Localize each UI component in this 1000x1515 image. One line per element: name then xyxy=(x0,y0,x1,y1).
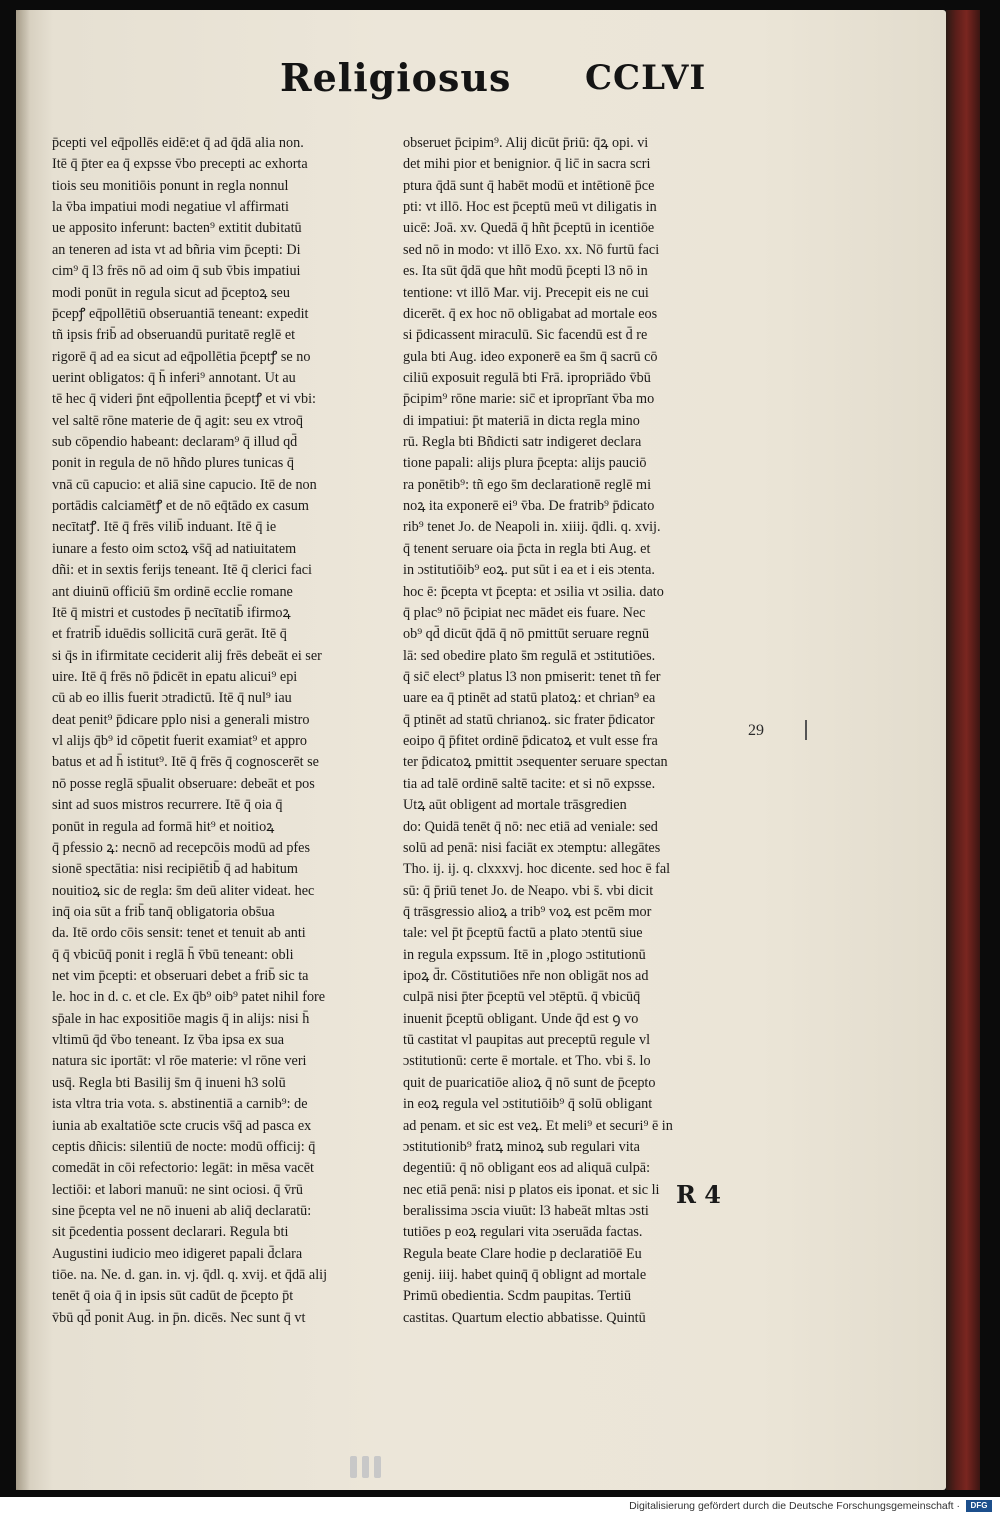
page-gutter-shadow xyxy=(16,10,30,1490)
text-line: es. Ita sūt q̄dā que hñt modū p̄cepti l3 nō in xyxy=(403,263,648,280)
text-line: q̄ pfessio ꝝ: necnō ad recepcōis modū ad pfes xyxy=(52,839,310,856)
text-line: ant diuinū officiū s̄m ordinē ecclie romane xyxy=(52,583,293,600)
text-line: Tho. ij. ij. q. clxxxvj. hoc dicente. sed hoc ē fal xyxy=(403,861,671,878)
text-line: lā: sed obedire plato s̄m regulā et ɔstitutiōes. xyxy=(403,647,656,664)
text-line: Utꝝ aūt obligent ad mortale trāsgredien xyxy=(403,797,627,814)
text-line: da. Itē ordo cōis sensit: tenet et tenuit ab anti xyxy=(52,925,306,942)
text-line: uicē: Joā. xv. Quedā q̄ hñt p̄ceptū in icentiōe xyxy=(403,220,655,237)
text-line: Regula beate Clare hodie p declaratiōē Eu xyxy=(403,1245,642,1262)
scan-marker xyxy=(350,1456,386,1482)
text-line: la v̄ba impatiui modi negatiue vl affirmati xyxy=(52,199,289,216)
text-line: portādis calciamētꝭ et de nō eq̄tādo ex casum xyxy=(52,498,309,515)
text-line: Itē q̄ p̄ter ea q̄ expsse v̄bo precepti ac exhorta xyxy=(52,156,308,173)
text-line: do: Quidā tenēt q̄ nō: nec etiā ad veniale: sed xyxy=(403,818,658,835)
text-line: ponit in regula de nō hñdo plures tunicas q̄ xyxy=(52,455,294,472)
signature-mark: R 4 xyxy=(676,1180,721,1209)
text-line: sine p̄cepta vel ne nō inueni ab aliq̄ declaratū: xyxy=(52,1202,312,1219)
text-line: castitas. Quartum electio abbatisse. Quintū xyxy=(403,1309,646,1326)
text-line: an teneren ad ista vt ad bñria vim p̄cepti: Di xyxy=(52,241,301,258)
text-line: modi ponūt in regula sicut ad p̄ceptoꝝ seu xyxy=(52,284,290,301)
text-line: tale: vel p̄t p̄ceptū factū a plato ɔtentū siue xyxy=(403,925,643,942)
text-line: tū castitat vl paupitas aut preceptū regule vl xyxy=(403,1032,651,1049)
text-line: obseruet p̄cipim⁹. Alij dicūt p̄riū: q̄ꝝ opi. vi xyxy=(403,135,649,151)
text-line: beralissima ɔscia viuūt: l3 habeāt mltas ɔsti xyxy=(403,1202,649,1219)
text-line: ipoꝝ d̄r. Cōstitutiōes nr̄e non obligāt nos ad xyxy=(403,968,649,985)
text-line: p̄cepꝭ eq̄pollētiū obseruantiā teneant: expedit xyxy=(52,305,309,322)
text-line: culpā nisi p̄ter p̄ceptū vel ɔtēptū. q̄ vbicūq̄ xyxy=(403,989,641,1006)
text-line: cim⁹ q̄ l3 frēs nō ad oim q̄ sub v̄bis impatiui xyxy=(52,263,301,280)
text-line: necītatꝭ. Itē q̄ frēs vilib̄ induant. Itē q̄ ie xyxy=(52,519,277,536)
text-line: nō posse reglā sp̄ualit obseruare: debeāt et pos xyxy=(52,775,315,792)
text-line: ra ponētib⁹: tñ ego s̄m declarationē reglē mi xyxy=(403,476,652,493)
text-line: net vim p̄cepti: et obseruari debet a frib̄ sic ta xyxy=(52,968,309,985)
text-line: v̄bū qd̄ ponit Aug. in p̄n. dicēs. Nec sunt q̄ vt xyxy=(52,1309,306,1326)
text-line: tiois seu monitiōis ponunt in regla nonnul xyxy=(52,177,289,194)
text-line: eoipo q̄ p̄fitet ordinē p̄dicatoꝝ et vult esse fra xyxy=(403,733,658,750)
text-line: deat penit⁹ p̄dicare pplo nisi a generali mistro xyxy=(52,711,310,728)
text-line: uerint obligatos: q̄ h̄ inferi⁹ annotant. Ut au xyxy=(52,369,296,386)
text-line: rigorē q̄ ad ea sicut ad eq̄pollētia p̄ceptꝭ se no xyxy=(52,348,311,365)
text-line: inq̄ oia sūt a frib̄ tanq̄ obligatoria obs̄ua xyxy=(52,903,275,920)
text-line: noꝝ ita exponerē ei⁹ v̄ba. De fratrib⁹ p̄dicato xyxy=(403,498,655,515)
book-edge xyxy=(946,10,980,1490)
text-line: ciliū exposuit regulā bti Frā. ipropriādo v̄bū xyxy=(403,369,651,386)
text-line: cū ab eo illis fuerit ɔtradictū. Itē q̄ nul⁹ iau xyxy=(52,690,292,707)
text-line: vnā cū capucio: et aliā sine capucio. Itē de non xyxy=(52,476,317,493)
text-line: Itē q̄ mistri et custodes p̄ necītatib̄ ifirmoꝝ xyxy=(52,604,291,621)
text-line: q̄ trāsgressio alioꝝ a trib⁹ voꝝ est pcēm mor xyxy=(403,903,652,920)
text-line: tutiōes p eoꝝ regulari vita ɔseruāda factas. xyxy=(403,1224,643,1241)
text-line: genij. iiij. habet quinq̄ q̄ oblignt ad mortale xyxy=(403,1267,647,1284)
text-line: tia ad talē ordinē saltē tacite: et si nō expsse. xyxy=(403,775,656,792)
text-line: comedāt in cōi refectorio: legāt: in mēsa vacēt xyxy=(52,1160,314,1177)
text-line: sp̄ale in hac expositiōe magis q̄ in alijs: nisi h̄ xyxy=(52,1010,310,1027)
text-line: sint ad suos mistros recurrere. Itē q̄ oia q̄ xyxy=(52,797,283,814)
text-line: pti: vt illō. Hoc est p̄ceptū meū vt diligatis in xyxy=(403,199,657,216)
text-line: lectiōi: et labori manuū: ne sint ociosi. q̄ v̄rū xyxy=(52,1181,303,1198)
text-line: gula bti Aug. ideo exponerē ea s̄m q̄ sacrū cō xyxy=(403,348,658,365)
text-line: in ɔstitutiōib⁹ eoꝝ. put sūt i ea et i eis ɔtenta. xyxy=(403,562,655,579)
text-line: tē hec q̄ videri p̄nt eq̄pollentia p̄ceptꝭ et vi vbi: xyxy=(52,391,316,408)
text-line: ponūt in regula ad formā hit⁹ et noitioꝝ xyxy=(52,818,275,835)
text-line: ɔstitutionib⁹ fratꝝ minoꝝ sub regulari vita xyxy=(403,1138,640,1155)
text-line: ɔstitutionū: certe ē mortale. et Tho. vbi s̄. lo xyxy=(403,1053,651,1070)
right-text-column xyxy=(403,133,769,1329)
text-line: tiōe. na. Ne. d. gan. in. vj. q̄dl. q. xvij. et q̄dā alij xyxy=(52,1267,328,1284)
text-line: rib⁹ tenet Jo. de Neapoli in. xiiij. q̄dli. q. xvij. xyxy=(403,519,661,536)
text-line: uare ea q̄ ptinēt ad statū platoꝝ: et chrian⁹ ea xyxy=(403,690,656,707)
text-line: hoc ē: p̄cepta vt p̄cepta: et ɔsilia vt ɔsilia. dato xyxy=(403,583,664,600)
text-line: ue apposito inferunt: bacten⁹ extitit dubitatū xyxy=(52,220,302,237)
text-line: Augustini iudicio meo idigeret papali d̄clara xyxy=(52,1245,303,1262)
text-line: vl alijs q̄b⁹ id cōpetit fuerit examiat⁹ et appro xyxy=(52,733,307,750)
text-line: dicerēt. q̄ ex hoc nō obligabat ad mortale eos xyxy=(403,305,658,322)
text-line: si p̄dicassent miraculū. Sic facendū est d̄ re xyxy=(403,327,648,344)
running-head: Religiosus xyxy=(280,55,512,100)
text-line: sub cōpendio habeant: declaram⁹ q̄ illud qd̄ xyxy=(52,434,298,451)
text-line: sed nō in modo: vt illō Exo. xx. Nō furtū faci xyxy=(403,241,660,258)
text-line: le. hoc in d. c. et cle. Ex q̄b⁹ oib⁹ patet nihil fore xyxy=(52,989,326,1006)
text-line: inuenit p̄ceptū obligant. Unde q̄d est ꝯ vo xyxy=(403,1010,639,1027)
text-line: tñ ipsis frib̄ ad obseruandū puritatē reglē et xyxy=(52,327,296,344)
text-line: q̄ plac⁹ nō p̄cipiat nec mādet eis fuare. Nec xyxy=(403,604,646,621)
text-line: tenēt q̄ oia q̄ in ipsis sūt cadūt de p̄cepto p̄t xyxy=(52,1288,294,1305)
text-line: sit p̄cedentia possent declarari. Regula bti xyxy=(52,1224,289,1241)
text-line: solū ad penā: nisi faciāt ex ɔtemptu: allegātes xyxy=(403,839,661,856)
text-line: Primū obedientia. Scdm paupitas. Tertiū xyxy=(403,1288,632,1305)
dfg-logo: DFG xyxy=(966,1500,992,1512)
text-line: ptura q̄dā sunt q̄ habēt modū et intētionē p̄ce xyxy=(403,177,655,194)
left-text-column xyxy=(52,133,392,1329)
folio-number: CCLVI xyxy=(585,58,707,98)
text-line: vel saltē rōne materie de q̄ agit: seu ex vtroq̄ xyxy=(52,412,303,429)
text-line: det mihi pior et benignior. q̄ lic̄ in sacra scri xyxy=(403,156,651,173)
text-line: natura sic iportāt: vl rōe materie: vl rōne veri xyxy=(52,1053,307,1070)
text-line: p̄cepti vel eq̄pollēs eidē:et q̄ ad q̄dā alia non. xyxy=(52,135,304,151)
text-line: di impatiui: p̄t materiā in dicta regla mino xyxy=(403,412,640,429)
text-line: usq̄. Regla bti Basilij s̄m q̄ inueni h3 solū xyxy=(52,1074,286,1091)
text-line: iunare a festo oim sctoꝝ vs̄q̄ ad natiuitatem xyxy=(52,540,297,557)
text-line: iunia ab exaltatiōe scte crucis vs̄q̄ ad pasca ex xyxy=(52,1117,312,1134)
marginal-bracket xyxy=(805,720,807,740)
text-line: tentione: vt illō Mar. vij. Precepit eis ne cui xyxy=(403,284,649,301)
marginal-number: 29 xyxy=(748,722,764,739)
text-line: degentiū: q̄ nō obligant eos ad aliquā culpā: xyxy=(403,1160,651,1177)
text-line: ter p̄dicatoꝝ pmittit ɔsequenter seruare spectan xyxy=(403,754,668,771)
text-line: vltimū q̄d v̄bo teneant. Iz v̄ba ipsa ex sua xyxy=(52,1032,285,1049)
text-line: ad penam. et sic est veꝝ. Et meli⁹ et securi⁹ ē in xyxy=(403,1117,673,1134)
text-line: sionē spectātia: nisi recipiētib̄ q̄ ad habitum xyxy=(52,861,298,878)
text-line: q̄ q̄ vbicūq̄ ponit i reglā h̄ v̄bū teneant: obli xyxy=(52,946,294,963)
text-line: nouitioꝝ sic de regla: s̄m deū aliter videat. hec xyxy=(52,882,315,899)
text-line: uire. Itē q̄ frēs nō p̄dicēt in epatu alicui⁹ epi xyxy=(52,668,298,685)
text-line: in eoꝝ regula vel ɔstitutiōib⁹ q̄ solū obligant xyxy=(403,1096,653,1113)
text-line: tione papali: alijs plura p̄cepta: alijs pauciō xyxy=(403,455,647,472)
text-line: nec etiā penā: nisi p platos eis iponat. et sic li xyxy=(403,1181,660,1198)
text-line: dñi: et in sextis ferijs teneant. Itē q̄ clerici faci xyxy=(52,562,313,579)
text-line: batus et ad h̄ istitut⁹. Itē q̄ frēs q̄ cognoscerēt se xyxy=(52,754,319,771)
text-line: ob⁹ qd̄ dicūt q̄dā q̄ nō pmittūt seruare regnū xyxy=(403,626,650,643)
text-line: sū: q̄ p̄riū tenet Jo. de Neapo. vbi s̄. vbi dicit xyxy=(403,882,654,899)
text-line: in regula expssum. Itē in ,plogo ɔstitutionū xyxy=(403,946,646,963)
text-line: q̄ ptinēt ad statū chrianoꝝ. sic frater p̄dicator xyxy=(403,711,655,728)
text-line: ceptis dñicis: silentiū de nocte: modū officij: q̄ xyxy=(52,1138,316,1155)
footer-credit: Digitalisierung gefördert durch die Deutsche Forschungsgemeinschaft · xyxy=(629,1500,960,1512)
text-line: ista vltra tria vota. s. abstinentiā a carnib⁹: de xyxy=(52,1096,308,1113)
text-line: quit de puaricatiōe alioꝝ q̄ nō sunt de p̄cepto xyxy=(403,1074,656,1091)
text-line: et fratrib̄ iduēdis sollicitā curā gerāt. Itē q̄ xyxy=(52,626,287,643)
text-line: si q̄s in ifirmitate ceciderit alij frēs debeāt ei ser xyxy=(52,647,322,664)
text-line: p̄cipim⁹ rōne marie: sic̄ et iproprīant v̄ba mo xyxy=(403,391,655,408)
text-line: q̄ tenent seruare oia p̄cta in regla bti Aug. et xyxy=(403,540,651,557)
text-line: q̄ sic̄ elect⁹ platus l3 non pmiserit: tenet tñ fer xyxy=(403,668,661,685)
text-line: rū. Regla bti Bñdicti satr indigeret declara xyxy=(403,434,642,451)
